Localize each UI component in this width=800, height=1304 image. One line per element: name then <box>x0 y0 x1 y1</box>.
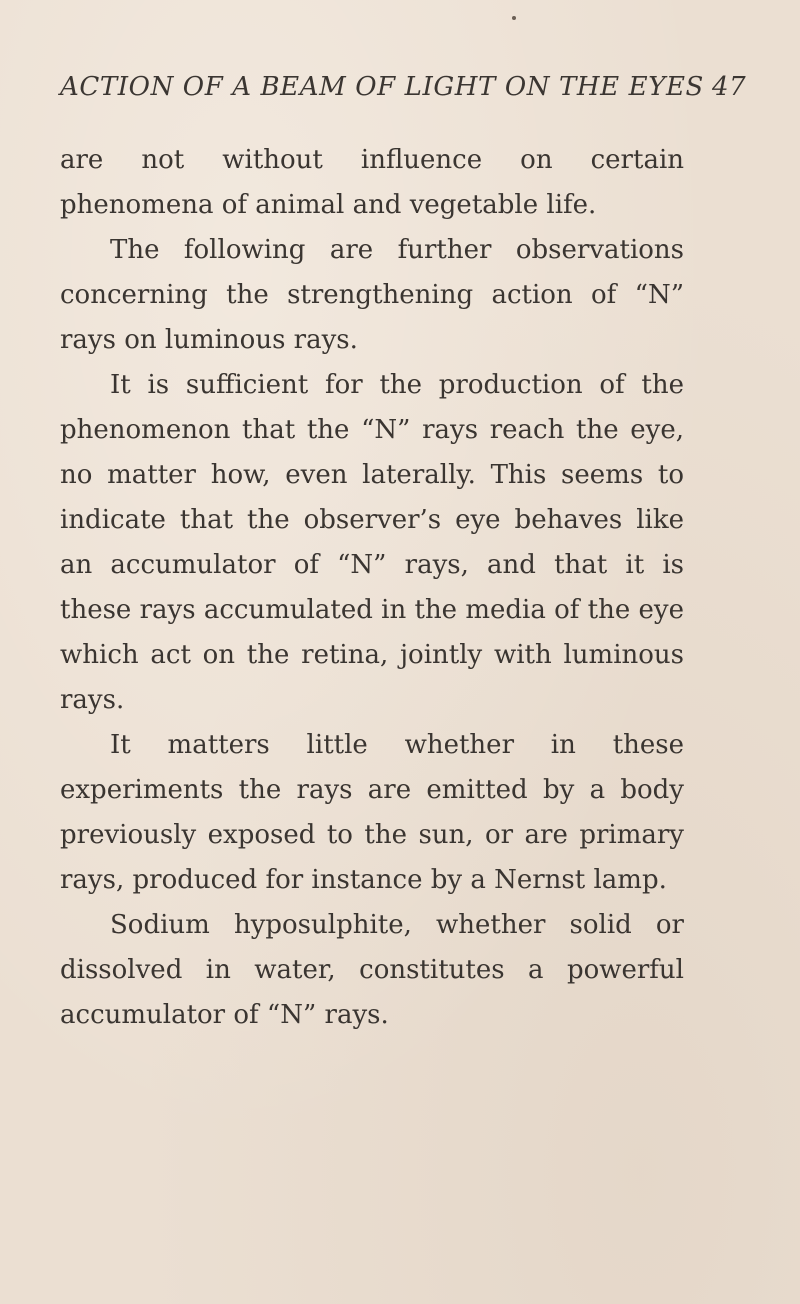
paragraph: The following are further observations concerning the strengthening action of “N” rays on luminous rays. <box>60 235 684 355</box>
paragraph: It matters little whether in these experiments the rays are emitted by a body previously exposed to the sun, or are primary rays, produced for instance by a Nernst lamp. <box>60 730 684 895</box>
running-title: ACTION OF A BEAM OF LIGHT ON THE EYES <box>60 72 704 102</box>
page-number: 47 <box>711 72 747 102</box>
paragraph-continuation: are not without influence on certain phenomena of animal and vegetable life. <box>60 145 684 220</box>
paragraph: It is sufficient for the production of the phenomenon that the “N” rays reach the eye, no matter how, even laterally. This seems to indicate that the observer’s eye behaves like an accumulator of “N” rays, and that it is these rays accumulated in the media of the eye which act on the retina, jointly with luminous rays. <box>60 370 684 715</box>
running-header <box>60 72 747 102</box>
paragraph: Sodium hyposulphite, whether solid or dissolved in water, constitutes a powerful accumulator of “N” rays. <box>60 910 684 1030</box>
body-text <box>60 138 684 1038</box>
paper-speck <box>512 16 516 20</box>
